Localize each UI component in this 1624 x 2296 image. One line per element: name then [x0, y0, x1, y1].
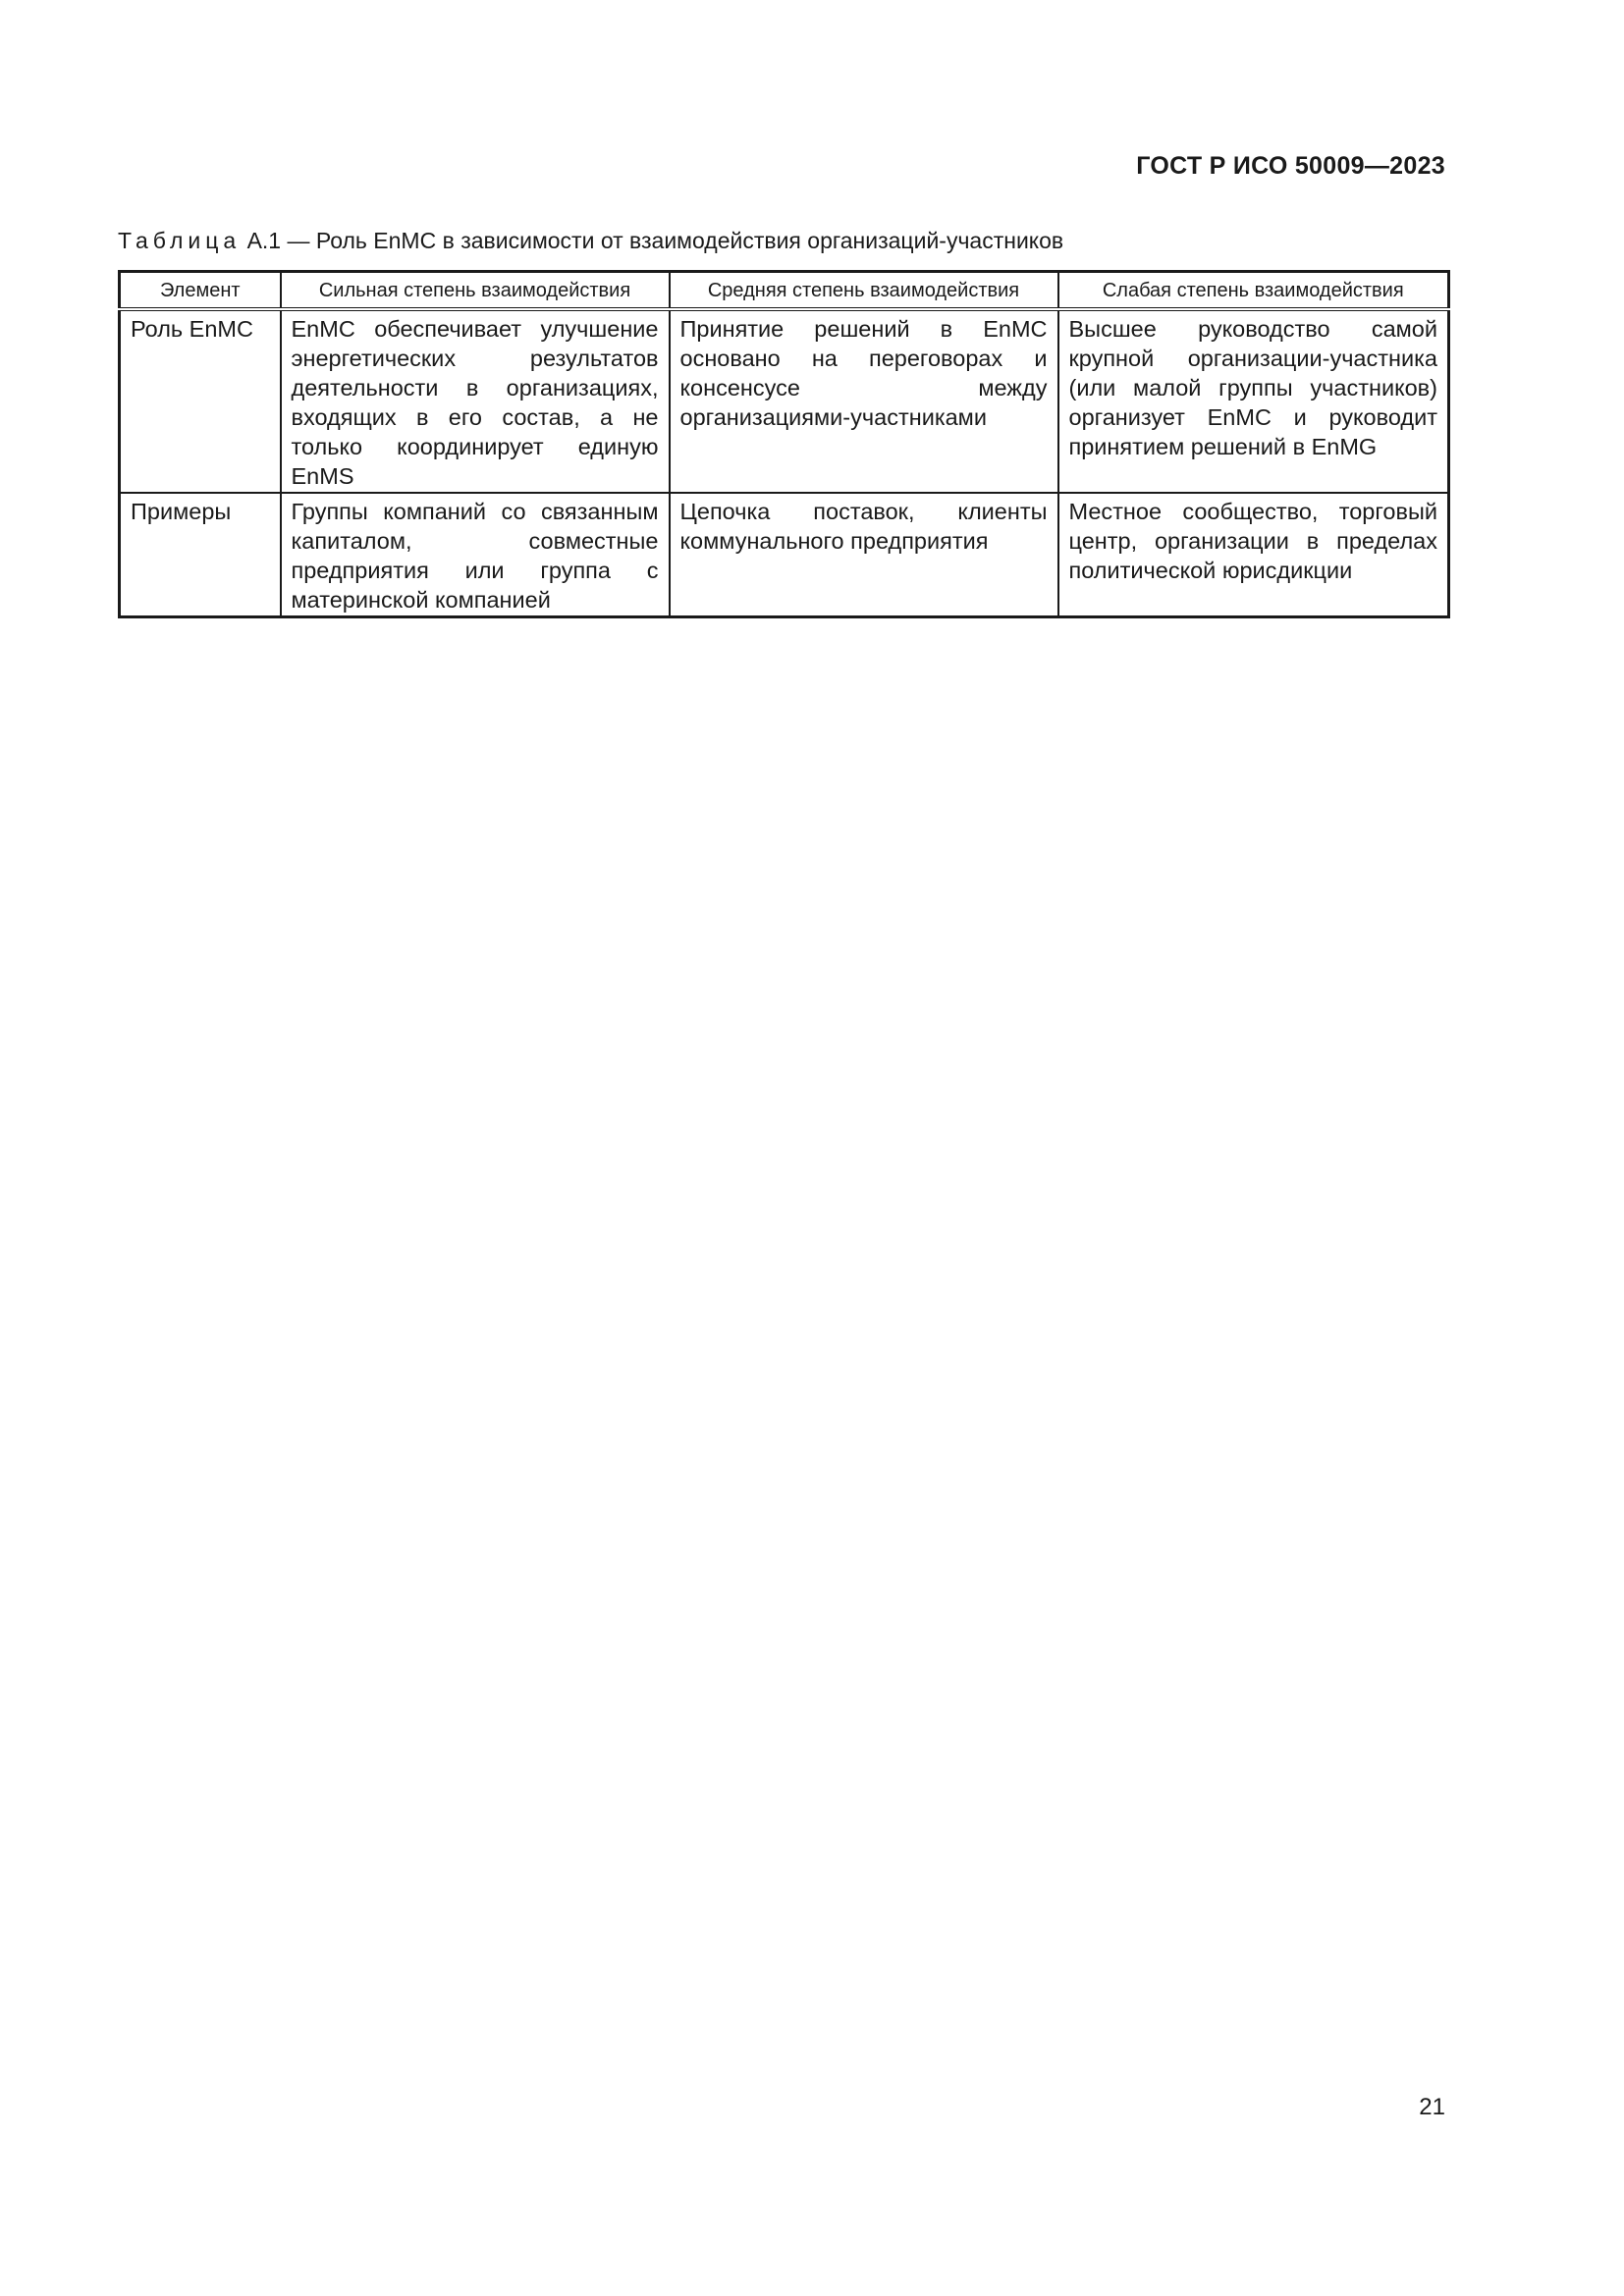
table-caption-prefix: Таблица [118, 228, 242, 253]
weak-interaction-cell: Высшее руководство самой крупной организации-участника (или малой группы участников) организует EnMC и руководит принятием решений в EnMG [1058, 309, 1449, 493]
medium-interaction-cell: Принятие решений в EnMC основано на переговорах и консенсусе между организациями-участниками [670, 309, 1058, 493]
enmc-role-table [118, 270, 1450, 618]
medium-interaction-cell: Цепочка поставок, клиенты коммунального предприятия [670, 493, 1058, 617]
table-caption-text: А.1 — Роль EnMC в зависимости от взаимодействия организаций-участников [241, 228, 1064, 253]
page-number: 21 [1419, 2094, 1445, 2120]
row-element-cell: Примеры [120, 493, 281, 617]
column-header-element: Элемент [120, 272, 281, 310]
table-row [120, 309, 1449, 493]
weak-interaction-cell: Местное сообщество, торговый центр, организации в пределах политической юрисдикции [1058, 493, 1449, 617]
strong-interaction-cell: Группы компаний со связанным капиталом, совместные предприятия или группа с материнской компанией [281, 493, 670, 617]
table-header-row [120, 272, 1449, 310]
document-standard-header: ГОСТ Р ИСО 50009—2023 [1136, 152, 1445, 180]
table-caption [118, 228, 1063, 254]
column-header-weak: Слабая степень взаимодействия [1058, 272, 1449, 310]
column-header-strong: Сильная степень взаимодействия [281, 272, 670, 310]
row-element-cell: Роль EnMC [120, 309, 281, 493]
column-header-medium: Средняя степень взаимодействия [670, 272, 1058, 310]
strong-interaction-cell: EnMC обеспечивает улучшение энергетических результатов деятельности в организациях, входящих в его состав, а не только координирует единую EnMS [281, 309, 670, 493]
table-row [120, 493, 1449, 617]
